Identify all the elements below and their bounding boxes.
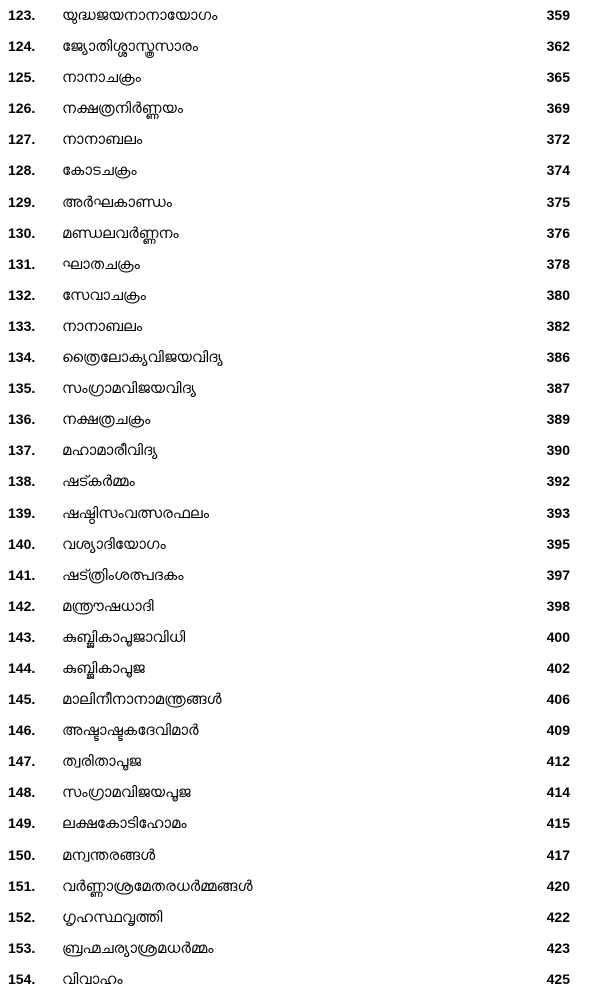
entry-page-number: 423 xyxy=(546,939,570,956)
toc-row xyxy=(0,653,600,684)
entry-page-number: 389 xyxy=(546,411,570,428)
entry-number: 143. xyxy=(8,628,36,645)
entry-number: 142. xyxy=(8,597,36,614)
entry-title: മഹാമാരീവിദ്യ xyxy=(62,441,158,460)
entry-number: 153. xyxy=(8,939,36,956)
entry-page-number: 412 xyxy=(546,753,570,770)
toc-row xyxy=(0,746,600,777)
entry-title: നാനാബലം xyxy=(62,316,143,335)
toc-row xyxy=(0,777,600,808)
entry-number: 146. xyxy=(8,722,36,739)
toc-row xyxy=(0,373,600,404)
entry-number: 137. xyxy=(8,442,36,459)
entry-title: മന്ത്രൗഷധാദി xyxy=(62,596,154,615)
entry-number: 147. xyxy=(8,753,36,770)
entry-page-number: 382 xyxy=(546,317,570,334)
entry-title: ഷഷ്ഠിസംവത്സരഫലം xyxy=(62,503,210,522)
entry-title: സംഗ്രാമവിജയവിദ്യ xyxy=(62,379,196,398)
entry-page-number: 414 xyxy=(546,784,570,801)
entry-number: 154. xyxy=(8,970,36,987)
toc-row xyxy=(0,404,600,435)
entry-page-number: 393 xyxy=(546,504,570,521)
entry-title: ബ്രഹ്മചര്യാശ്രമധർമ്മം xyxy=(62,938,214,957)
toc-row xyxy=(0,902,600,933)
entry-title: കുബ്ജികാപൂജ xyxy=(62,658,145,677)
entry-title: കുബ്ജികാപൂജാവിധി xyxy=(62,627,186,646)
entry-page-number: 400 xyxy=(546,628,570,645)
toc-row xyxy=(0,31,600,62)
entry-number: 135. xyxy=(8,380,36,397)
toc-row xyxy=(0,591,600,622)
toc-row xyxy=(0,124,600,155)
entry-title: വിവാഹം xyxy=(62,969,123,988)
entry-title: നാനാചക്രം xyxy=(62,68,141,87)
entry-title: വർണ്ണാശ്രമേതരധർമ്മങ്ങൾ xyxy=(62,876,253,895)
entry-number: 144. xyxy=(8,659,36,676)
entry-title: ഷട്കർമ്മം xyxy=(62,472,135,491)
toc-row xyxy=(0,218,600,249)
toc-row xyxy=(0,155,600,186)
entry-number: 133. xyxy=(8,317,36,334)
entry-number: 130. xyxy=(8,224,36,241)
toc-row xyxy=(0,715,600,746)
entry-title: സേവാചക്രം xyxy=(62,285,146,304)
entry-title: സംഗ്രാമവിജയപൂജ xyxy=(62,783,191,802)
entry-page-number: 387 xyxy=(546,380,570,397)
entry-title: നാനാബലം xyxy=(62,130,143,149)
entry-title: മണ്ഡലവർണ്ണനം xyxy=(62,223,179,242)
entry-number: 145. xyxy=(8,691,36,708)
entry-title: നക്ഷത്രനിർണ്ണയം xyxy=(62,99,184,118)
toc-row xyxy=(0,808,600,839)
entry-page-number: 395 xyxy=(546,535,570,552)
toc-row xyxy=(0,529,600,560)
toc-row xyxy=(0,560,600,591)
toc-row xyxy=(0,93,600,124)
entry-page-number: 372 xyxy=(546,131,570,148)
entry-number: 141. xyxy=(8,566,36,583)
entry-title: ഷട്ത്രിംശത്പദകം xyxy=(62,565,184,584)
entry-title: ഘാതചക്രം xyxy=(62,254,140,273)
toc-row xyxy=(0,622,600,653)
entry-number: 126. xyxy=(8,100,36,117)
entry-number: 124. xyxy=(8,38,36,55)
entry-number: 152. xyxy=(8,908,36,925)
entry-number: 123. xyxy=(8,7,36,23)
toc-row xyxy=(0,187,600,218)
entry-page-number: 402 xyxy=(546,659,570,676)
toc-row xyxy=(0,933,600,964)
entry-page-number: 406 xyxy=(546,691,570,708)
toc-row xyxy=(0,684,600,715)
entry-page-number: 375 xyxy=(546,193,570,210)
entry-page-number: 390 xyxy=(546,442,570,459)
entry-number: 129. xyxy=(8,193,36,210)
entry-page-number: 398 xyxy=(546,597,570,614)
entry-page-number: 425 xyxy=(546,970,570,987)
toc-row xyxy=(0,311,600,342)
entry-title: ത്വരിതാപൂജ xyxy=(62,752,142,771)
toc-row xyxy=(0,0,600,31)
entry-title: ത്രൈലോക്യവിജയവിദ്യ xyxy=(62,348,223,367)
entry-title: അഷ്ടാഷ്ടകദേവിമാർ xyxy=(62,721,199,740)
entry-page-number: 415 xyxy=(546,815,570,832)
entry-page-number: 386 xyxy=(546,349,570,366)
entry-number: 149. xyxy=(8,815,36,832)
entry-number: 128. xyxy=(8,162,36,179)
entry-page-number: 409 xyxy=(546,722,570,739)
entry-page-number: 378 xyxy=(546,255,570,272)
entry-title: മന്വന്തരങ്ങൾ xyxy=(62,845,156,864)
toc-row xyxy=(0,280,600,311)
entry-page-number: 376 xyxy=(546,224,570,241)
entry-number: 138. xyxy=(8,473,36,490)
entry-page-number: 365 xyxy=(546,69,570,86)
toc-row xyxy=(0,249,600,280)
toc-row xyxy=(0,466,600,497)
entry-number: 148. xyxy=(8,784,36,801)
toc-row xyxy=(0,498,600,529)
toc-row xyxy=(0,871,600,902)
entry-number: 132. xyxy=(8,286,36,303)
toc-row xyxy=(0,964,600,995)
entry-page-number: 417 xyxy=(546,846,570,863)
entry-title: നക്ഷത്രചക്രം xyxy=(62,410,151,429)
entry-title: മാലിനീനാനാമന്ത്രങ്ങൾ xyxy=(62,690,222,709)
entry-number: 131. xyxy=(8,255,36,272)
toc-row xyxy=(0,62,600,93)
entry-title: അർഘകാണ്ഡം xyxy=(62,192,172,211)
entry-number: 150. xyxy=(8,846,36,863)
entry-page-number: 422 xyxy=(546,908,570,925)
entry-page-number: 420 xyxy=(546,877,570,894)
toc-row xyxy=(0,435,600,466)
entry-number: 151. xyxy=(8,877,36,894)
entry-page-number: 397 xyxy=(546,566,570,583)
entry-number: 136. xyxy=(8,411,36,428)
entry-title: യുദ്ധജയനാനായോഗം xyxy=(62,6,218,24)
entry-title: ജ്യോതിശ്ശാസ്ത്രസാരം xyxy=(62,37,199,56)
toc-row xyxy=(0,342,600,373)
entry-page-number: 369 xyxy=(546,100,570,117)
entry-page-number: 392 xyxy=(546,473,570,490)
entry-number: 134. xyxy=(8,349,36,366)
entry-number: 127. xyxy=(8,131,36,148)
entry-page-number: 380 xyxy=(546,286,570,303)
entry-page-number: 374 xyxy=(546,162,570,179)
entry-number: 140. xyxy=(8,535,36,552)
entry-title: കോടചക്രം xyxy=(62,161,137,180)
entry-title: ഗൃഹസ്ഥവൃത്തി xyxy=(62,907,163,926)
entry-number: 125. xyxy=(8,69,36,86)
entry-page-number: 359 xyxy=(546,7,570,23)
toc-row xyxy=(0,840,600,871)
entry-title: ലക്ഷകോടിഹോമം xyxy=(62,814,187,833)
entry-title: വശ്യാദിയോഗം xyxy=(62,534,166,553)
entry-page-number: 362 xyxy=(546,38,570,55)
entry-number: 139. xyxy=(8,504,36,521)
